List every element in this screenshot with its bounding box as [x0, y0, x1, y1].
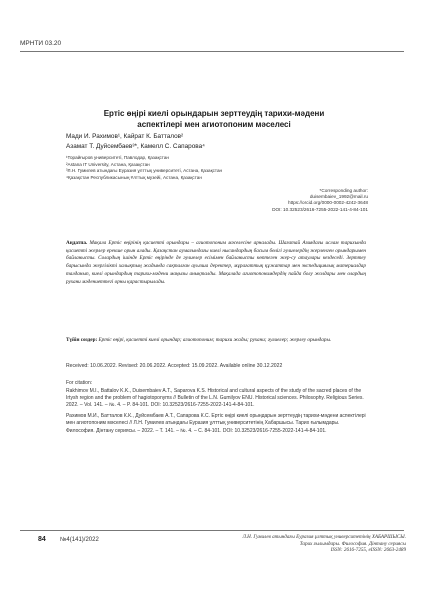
- title-line-2: аспектілері мен агиотопоним мәселесі: [137, 120, 291, 129]
- doi-text: DOI: 10.32523/2616-7255-2022-141-4-84-101: [272, 206, 368, 212]
- journal-name-line-2: Тарих ғылымдары. Философия. Дінтану сериясы: [299, 540, 406, 547]
- article-title: [64, 108, 364, 130]
- keywords: [66, 337, 366, 345]
- abstract: [66, 240, 366, 286]
- header-rule: [20, 51, 404, 52]
- abstract-label: Аңдатпа.: [66, 240, 88, 246]
- corresponding-email[interactable]: duisembaiev_1992@mail.ru: [309, 194, 368, 200]
- keywords-text: Ертіс өңірі, қасиетті киелі орындар; агиотопоним; тарихи жады; рухани; әулиелер; жерлеу орындары.: [98, 337, 332, 343]
- correspondence-block: [168, 188, 368, 213]
- affiliations: [66, 155, 366, 181]
- footer-rule: [20, 530, 404, 531]
- keywords-label: Түйін сөздер:: [66, 337, 98, 343]
- author-list: [66, 132, 366, 151]
- affiliation-1: ¹Торайғыров университеті, Павлодар, Қазақстан: [66, 155, 169, 160]
- corresponding-label: *Corresponding author:: [319, 188, 368, 193]
- authors-line-2: Азамат Т. Дуйсембаев³*, Камелл С. Сапарова⁴: [66, 142, 205, 150]
- citation-english: Rakhimov M.I., Battalov K.K., Duisembaiev A.T., Saparova K.S. Historical and cultural aspects of the study of the sacred places of the Irtysh region and the problem of hagiotoponyms // Bulletin of the L.N. Gumilyov ENU. Historical sciences. Philosophy. Religious Series. 2022. – Vol. 141. – №. 4. – P. 84-101. DOI: 10.32523/2616-7255-2022-141-4-84-101.: [66, 388, 364, 409]
- publication-dates: Received: 10.06.2022. Revised: 20.06.2022. Accepted: 15.09.2022. Available online 30.12.2022: [66, 363, 283, 369]
- citation-kazakh: Рахимов М.И., Батталов К.К., Дуйсембаев А.Т., Сапарова К.С. Ертіс өңірі киелі орындарын зерттеудің тарихи-мәдени аспектілері мен агиотопоним мәселесі // Л.Н. Гумилев атындағы Еуразия ұлттық университетінің Хабаршысы. Тарих ғылымдары. Философия. Дінтану сериясы. – 2022. – Т. 141. – №. 4. – С. 84-101. DOI: 10.32523/2616-7255-2022-141-4-84-101.: [66, 413, 366, 434]
- mrnti-code: МРНТИ 03.20: [20, 40, 62, 47]
- title-line-1: Ертіс өңірі киелі орындарын зерттеудің тарихи-мәдени: [103, 109, 325, 118]
- issue-number: №4(141)/2022: [60, 537, 99, 543]
- authors-line-1: Мади И. Рахимов¹, Кайрат К. Батталов²: [66, 133, 184, 140]
- affiliation-2: ²Astana IT University, Астана, Қазақстан: [66, 161, 150, 167]
- orcid-link[interactable]: https://orcid.org/0000-0002-4242-3648: [287, 200, 368, 206]
- affiliation-4: ⁴Қазақстан Республикасының Ұлттық музейі, Астана, Қазақстан: [66, 174, 202, 180]
- abstract-text: Мақала Ертіс өңірінің қасиетті орындары – агиотопоним мәселесіне арналады. Шағатай Азиядағы ислам тарихында қасиетті жерлер ерекше орын алады. Қазақстан аумағындағы киелі нысандардың басым бөлігі әулиелердің жерленген орындарымен байланысты. Солардың ішінде Ертіс өңірінде де әулиелер есімімен байланысты көптеген жер-су атаулары кездеседі. Зерттеу барысында жергілікті халықтың жадында сақталған ауызша деректер, мұрағаттық құжаттар мен экспедициялық материалдар талданып, киелі орындардың тарихи-мәдени маңызы анықталды. Мақалада агиотопонимдердің пайда болу жолдары мен олардың рухани мәдениеттегі орны қарастырылады.: [66, 240, 366, 285]
- journal-info: [166, 534, 406, 554]
- journal-issn: ISSN: 2616-7255, eISSN: 2663-2489: [330, 547, 406, 553]
- citation-block: [66, 380, 366, 439]
- page-number: 84: [38, 536, 46, 543]
- citation-label: For citation:: [66, 380, 93, 386]
- journal-name-line-1: Л.Н. Гумилев атындағы Еуразия ұлттық университетінің ХАБАРШЫСЫ.: [242, 534, 406, 540]
- affiliation-3: ³Л.Н. Гумилев атындағы Еуразия ұлттық университеті, Астана, Қазақстан: [66, 168, 223, 174]
